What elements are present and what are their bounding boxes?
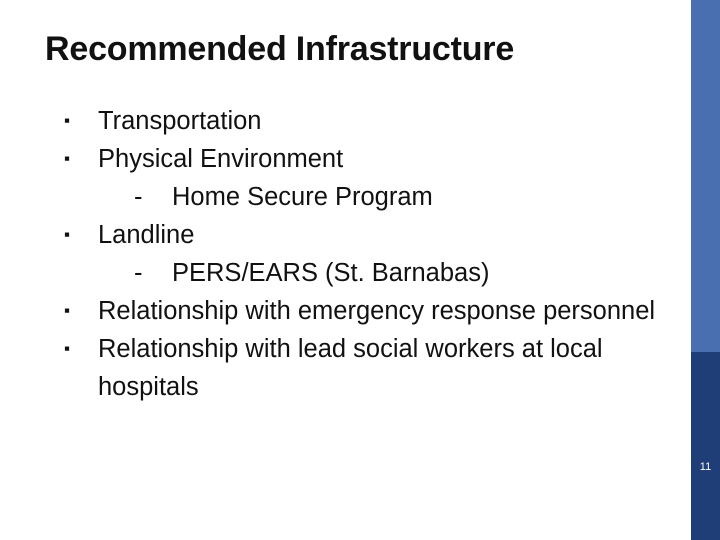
bullet-text: Relationship with lead social workers at local hospitals (98, 335, 603, 401)
sub-item-text: Home Secure Program (172, 183, 433, 211)
bullet-item-social-workers (64, 330, 684, 406)
bullet-text: Transportation (98, 107, 262, 135)
sub-item-text: PERS/EARS (St. Barnabas) (172, 259, 490, 287)
square-bullet-icon: ▪ (64, 111, 71, 130)
accent-bar-top (691, 0, 720, 352)
bullet-text: Physical Environment (98, 145, 344, 173)
square-bullet-icon: ▪ (64, 225, 71, 244)
bullet-list (64, 102, 684, 406)
sub-item-pers-ears (64, 254, 684, 292)
bullet-item-physical-environment (64, 140, 684, 178)
dash-marker: - (134, 183, 143, 211)
square-bullet-icon: ▪ (64, 149, 71, 168)
dash-marker: - (134, 259, 143, 287)
bullet-text: Landline (98, 221, 195, 249)
bullet-item-landline (64, 216, 684, 254)
bullet-item-transportation (64, 102, 684, 140)
side-accent-bar (691, 0, 720, 540)
square-bullet-icon: ▪ (64, 339, 71, 358)
bullet-item-emergency-response (64, 292, 684, 330)
page-number: 11 (699, 461, 712, 473)
sub-item-home-secure-program (64, 178, 684, 216)
slide-title: Recommended Infrastructure (45, 30, 515, 68)
square-bullet-icon: ▪ (64, 301, 71, 320)
accent-bar-bottom (691, 352, 720, 540)
bullet-text: Relationship with emergency response personnel (98, 297, 656, 325)
